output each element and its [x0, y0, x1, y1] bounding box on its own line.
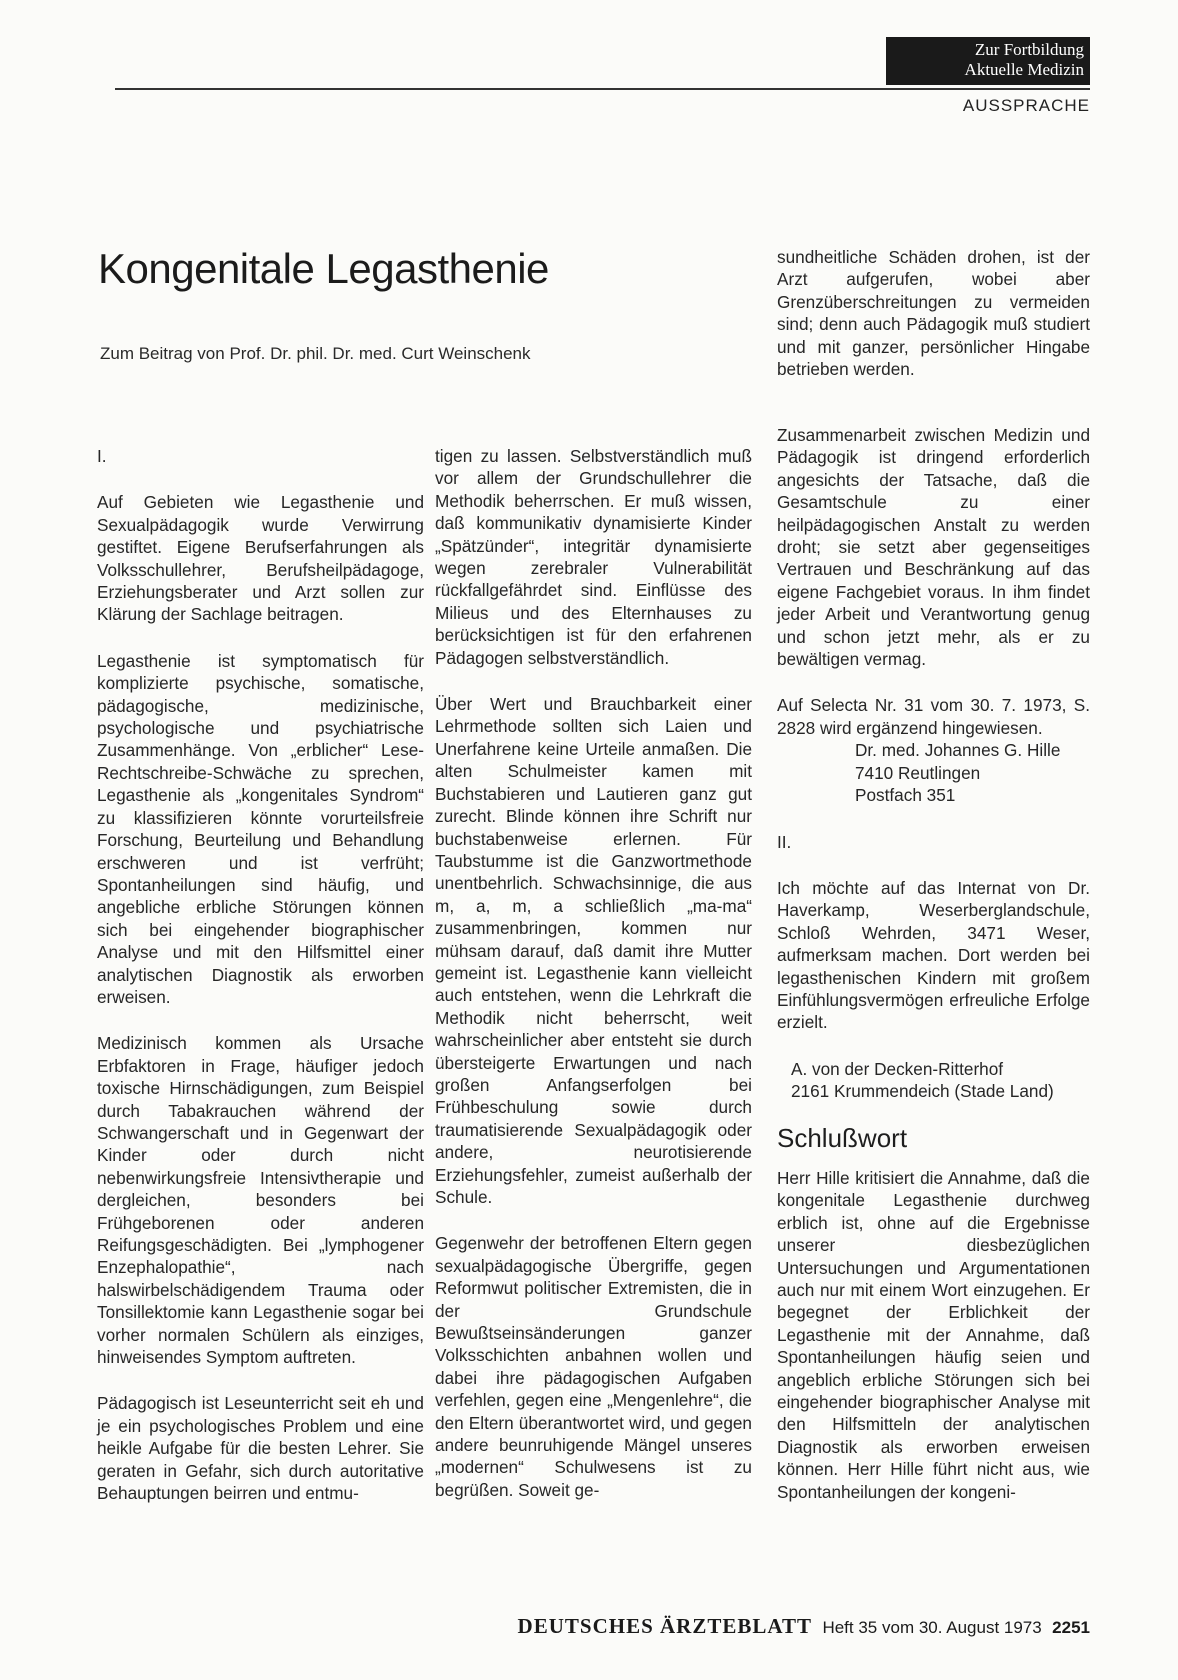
section-label: AUSSPRACHE — [962, 96, 1090, 115]
section-heading-1: I. — [97, 446, 107, 466]
paragraph: Ich möchte auf das Internat von Dr. Haverkamp, Weserberglandschule, Schloß Wehrden, 3471 Weser, aufmerksam machen. Dort werden bei legasthenischen Kindern mit großem Einfühlungsvermögen erfreuliche Erfolge erzielt. — [777, 877, 1090, 1033]
paragraph: Herr Hille kritisiert die Annahme, daß die kongenitale Legasthenie durchweg erblich ist, ohne auf die Ergebnisse unserer diesbezüglichen Untersuchungen und Argumentationen auch nur mit einem Wort einzugehen. Er begegnet der Erblichkeit der Legasthenie mit der Annahme, daß Spontanheilungen häufig seien und angeblich erbliche Störungen sich bei eingehender biographischer Analyse mit den Hilfsmitteln der analytischen Diagnostik als erworben erweisen können. Herr Hille führt nicht aus, wie Spontanheilungen der kongeni- — [777, 1167, 1090, 1502]
journal-name: DEUTSCHES ÄRZTEBLATT — [517, 1614, 812, 1638]
page-number: 2251 — [1052, 1618, 1090, 1637]
issue-info: Heft 35 vom 30. August 1973 — [822, 1618, 1042, 1637]
schlusswort-heading: Schlußwort — [777, 1122, 908, 1153]
signature-city: 7410 Reutlingen — [855, 762, 981, 783]
paragraph: Pädagogisch ist Leseunterricht seit eh und je ein psychologisches Problem und eine heikle Aufgabe für die besten Lehrer. Sie geraten in Gefahr, sich durch autoritative Behauptungen beirren und entmu- — [97, 1393, 424, 1504]
signature-hille — [777, 739, 1090, 806]
article-subtitle: Zum Beitrag von Prof. Dr. phil. Dr. med. Curt Weinschenk — [100, 344, 531, 363]
signature-decken — [777, 1058, 1090, 1103]
paragraph: tigen zu lassen. Selbstverständlich muß vor allem der Grundschullehrer die Methodik beherrschen. Er muß wissen, daß kommunikativ dynamisierte Kinder „Spätzünder“, integritär dynamisierte wegen zerebraler Vulnerabilität rückfallgefährdet sind. Einflüsse des Milieus und des Elternhauses zu berücksichtigen ist für den erfahrenen Pädagogen selbstverständlich. — [435, 446, 752, 668]
badge-line-1: Zur Fortbildung — [974, 40, 1084, 59]
paragraph: Medizinisch kommen als Ursache Erbfaktoren in Frage, häufiger jedoch toxische Hirnschädigungen, zum Beispiel durch Tabakrauchen während der Schwangerschaft und in Gegenwart der Kinder oder durch nicht nebenwirkungsfreie Intensivtherapie und dergleichen, besonders bei Frühgeborenen oder anderen Reifungsgeschädigten. Bei „lymphogener Enzephalopathie“, nach halswirbelschädigendem Trauma oder Tonsillektomie kann Legasthenie sogar bei vorher normalen Schülern als einziges, hinweisendes Symptom auftreten. — [97, 1033, 424, 1368]
column-1 — [97, 445, 424, 1504]
badge-line-2: Aktuelle Medizin — [964, 60, 1084, 79]
page-footer — [460, 1614, 1090, 1639]
section-heading-2: II. — [777, 831, 792, 852]
paragraph: Über Wert und Brauchbarkeit einer Lehrmethode sollten sich Laien und Unerfahrene keine Urteile anmaßen. Die alten Schulmeister kamen mit Buchstabieren und Lautieren ganz gut zurecht. Blinde können ihre Schrift nur buchstabenweise erlernen. Für Taubstumme ist die Ganzwortmethode unentbehrlich. Schwachsinnige, die aus m, a, m, a schließlich „ma-ma“ zusammenbringen, kommen nur mühsam darauf, daß damit ihre Mutter gemeint ist. Legasthenie kann vielleicht auch entstehen, wenn die Lehrkraft die Methodik nicht beherrscht, weit wahrscheinlicher aber entsteht sie durch übersteigerte Erwartungen und nach großen Anfangserfolgen bei Frühbeschulung sowie durch traumatisierende Sexualpädagogik oder andere, neurotisierende Erziehungsfehler, zumeist außerhalb der Schule. — [435, 694, 752, 1207]
article-title: Kongenitale Legasthenie — [98, 245, 549, 292]
signature-name: A. von der Decken-Ritterhof — [791, 1058, 1004, 1079]
section-badge — [886, 37, 1090, 85]
paragraph: Zusammenarbeit zwischen Medizin und Pädagogik ist dringend erforderlich angesichts der Tatsache, daß die Gesamtschule zu einer heilpädagogischen Anstalt zu werden droht; sie setzt aber gegenseitiges Vertrauen und Beschränkung auf das eigene Fachgebiet voraus. In ihm findet jeder Arbeit und Verantwortung genug und schon jetzt mehr, als er zu bewältigen vermag. — [777, 425, 1090, 670]
column-3-top — [777, 246, 1090, 380]
paragraph: Auf Selecta Nr. 31 vom 30. 7. 1973, S. 2828 wird ergänzend hingewiesen. — [777, 695, 1090, 738]
signature-address: Postfach 351 — [855, 785, 956, 806]
paragraph: Legasthenie ist symptomatisch für komplizierte psychische, somatische, pädagogische, medizinische, psychologische und psychiatrische Zusammenhänge. Von „erblicher“ Lese-Rechtschreibe-Schwäche zu sprechen, Legasthenie als „kongenitales Syndrom“ zu klassifizieren könnte vorurteilsfreie Forschung, Beurteilung und Behandlung erschweren und ist verfrüht; Spontanheilungen sind häufig, und angebliche erbliche Störungen können sich bei eingehender biographischer Analyse und mit den Hilfsmittel einer analytischen Diagnostik als erworben erweisen. — [97, 650, 424, 1007]
column-2 — [435, 445, 752, 1501]
paragraph: sundheitliche Schäden drohen, ist der Arzt aufgerufen, wobei aber Grenzüberschreitungen zu vermeiden sind; denn auch Pädagogik muß studiert und mit ganzer, persönlicher Hingabe betrieben werden. — [777, 247, 1090, 380]
paragraph: Auf Gebieten wie Legasthenie und Sexualpädagogik wurde Verwirrung gestiftet. Eigene Berufserfahrungen als Volksschullehrer, Berufsheilpädagoge, Erziehungsberater und Arzt sollen zur Klärung der Sachlage beitragen. — [97, 492, 424, 625]
signature-name: Dr. med. Johannes G. Hille — [855, 740, 1061, 761]
signature-city: 2161 Krummendeich (Stade Land) — [791, 1081, 1054, 1102]
column-3 — [777, 424, 1090, 1503]
header-rule — [115, 88, 1090, 90]
paragraph: Gegenwehr der betroffenen Eltern gegen sexualpädagogische Übergriffe, gegen Reformwut politischer Extremisten, die in der Grundschule Bewußtseinsänderungen ganzer Volksschichten anbahnen wollen und dabei ihre pädagogischen Aufgaben verfehlen, gegen eine „Mengenlehre“, die den Eltern überantwortet wird, und gegen andere beunruhigende Mängel unseres „modernen“ Schulwesens ist zu begrüßen. Soweit ge- — [435, 1233, 752, 1500]
